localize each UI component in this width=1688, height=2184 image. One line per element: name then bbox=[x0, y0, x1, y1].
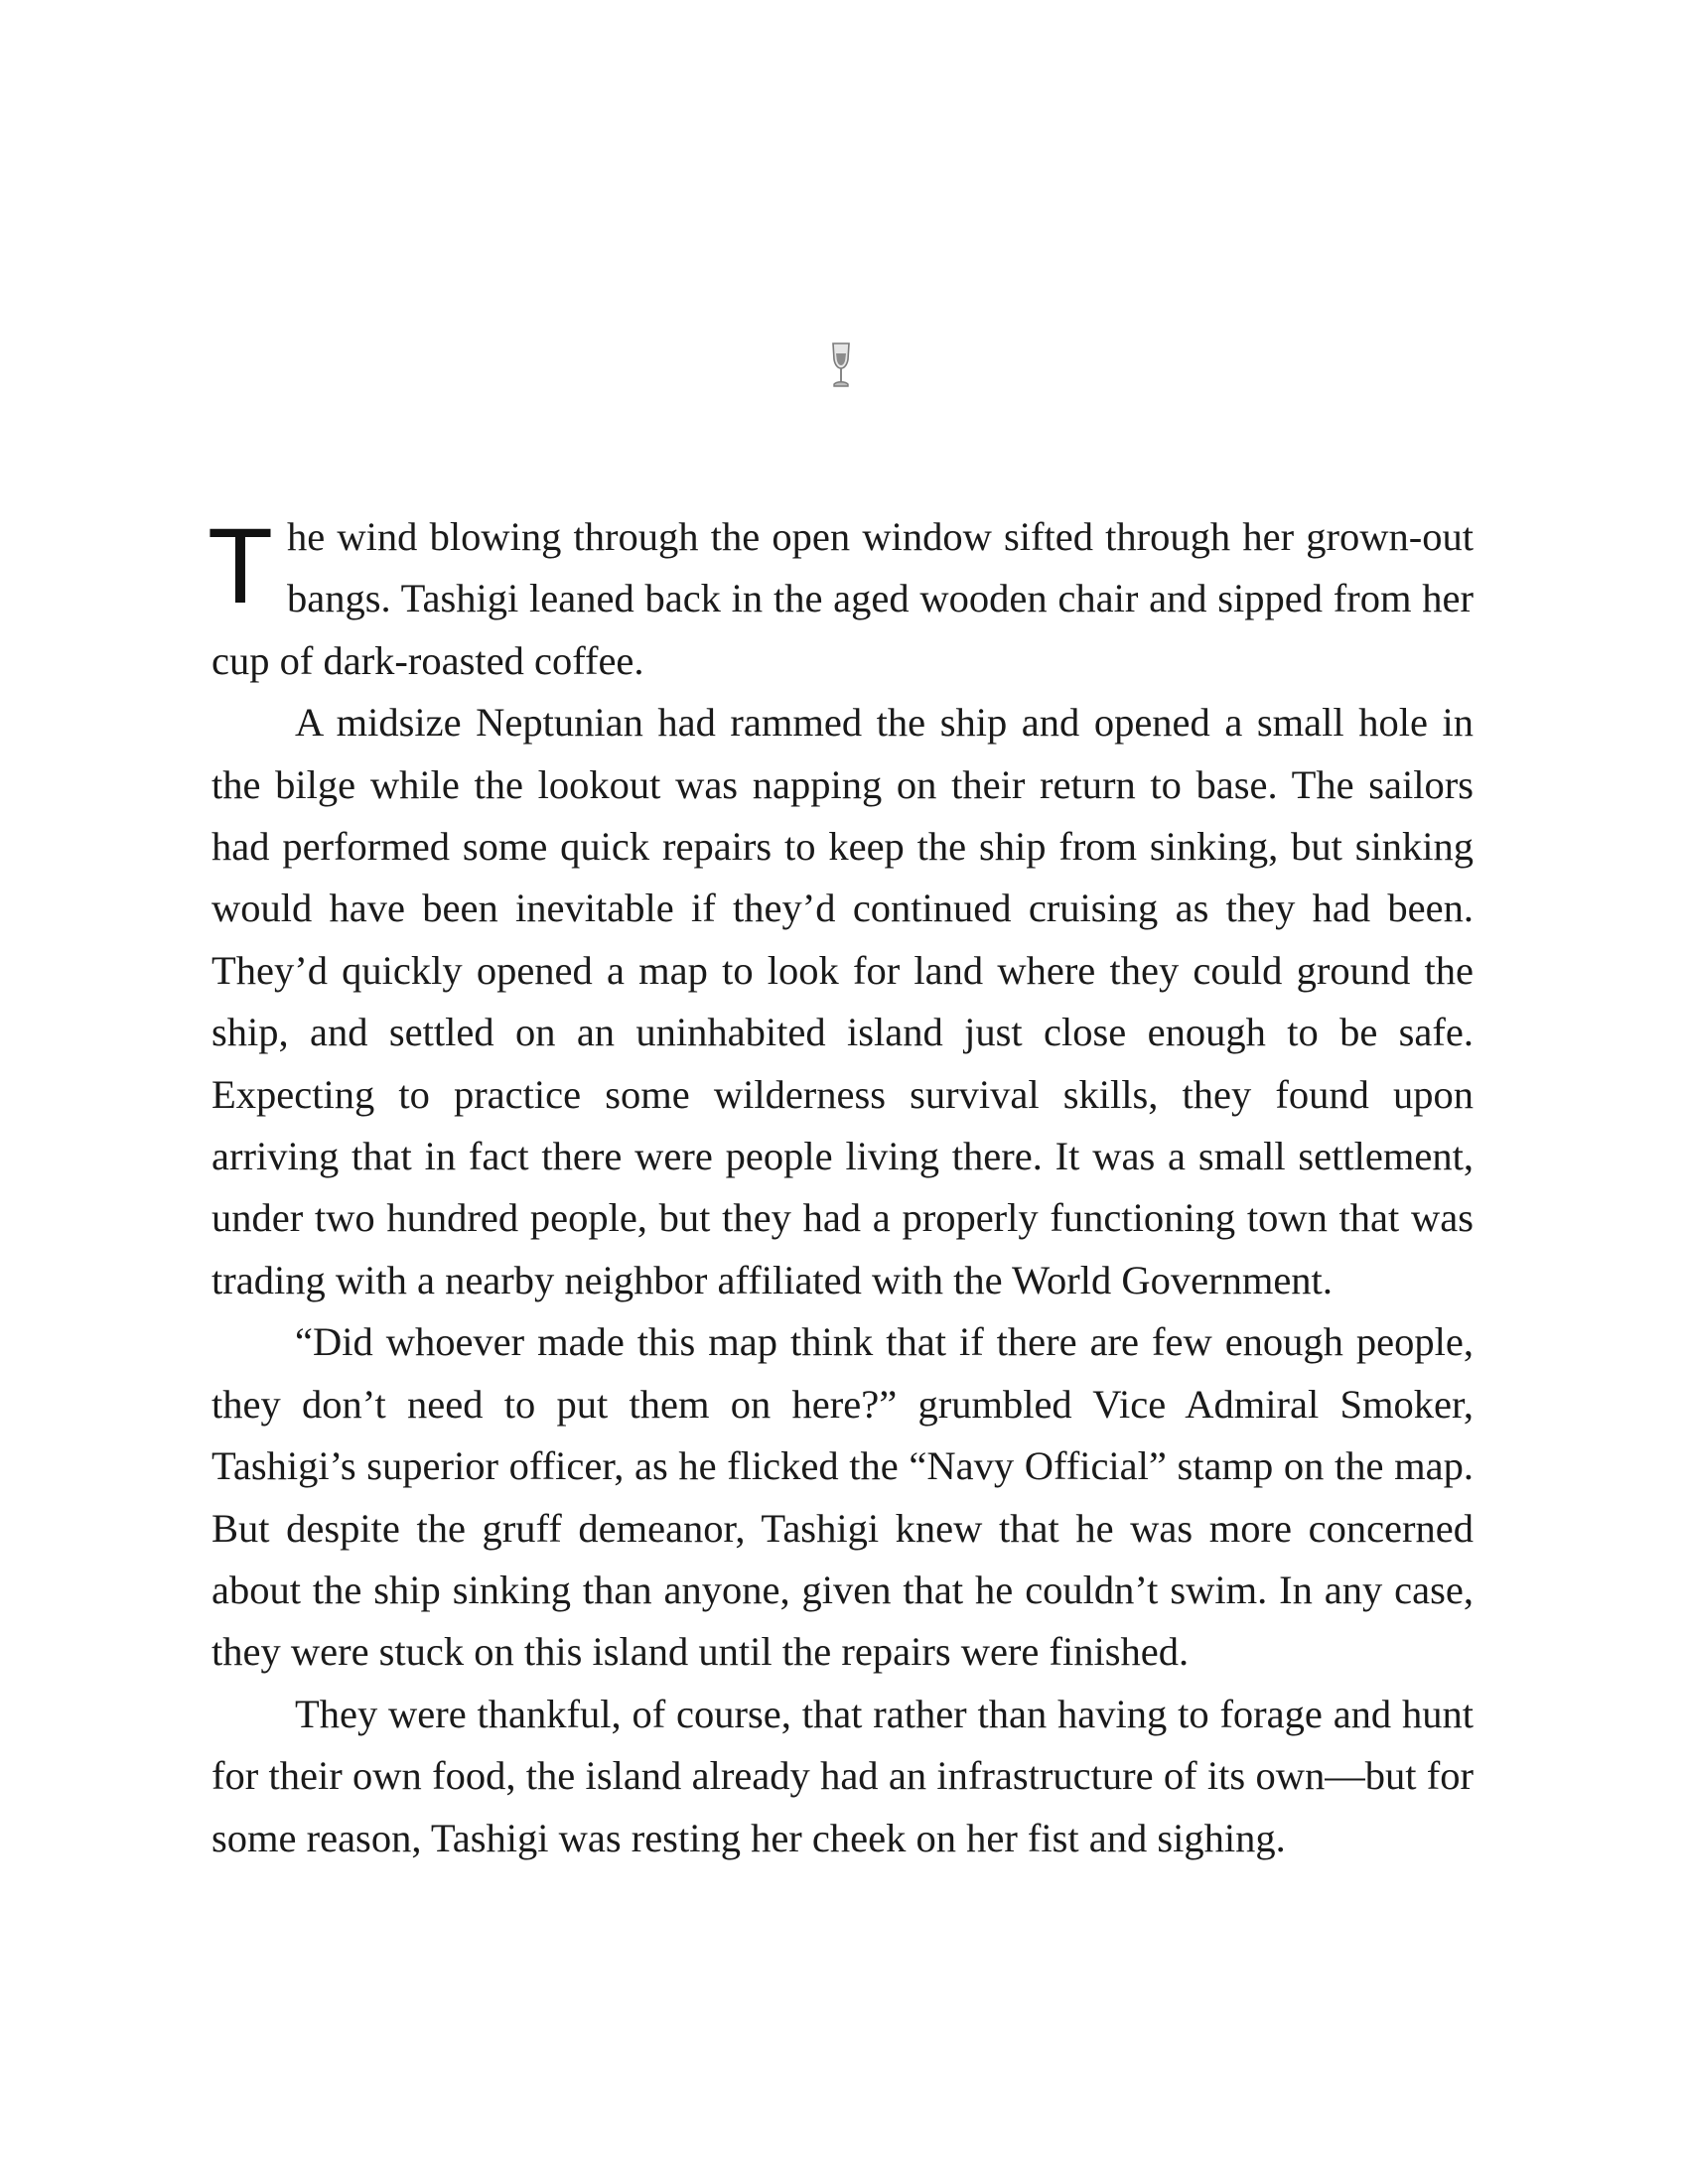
paragraph-3: “Did whoever made this map think that if there are few enough people, they don’t need to put them on here?” grumbled Vice Admiral Smoker, Tashigi’s superior officer, as he flicked the “Navy Official” stamp on the map. But despite the gruff demeanor, Tashigi knew that he was more concerned about the ship sinking than anyone, given that he couldn’t swim. In any case, they were stuck on this island until the repairs were finished. bbox=[211, 1319, 1474, 1675]
paragraph-2: A midsize Neptunian had rammed the ship and opened a small hole in the bilge while the lookout was napping on their return to base. The sailors had performed some quick repairs to keep the ship from sinking, but sinking would have been inevitable if they’d continued cruising as they had been. They’d quickly opened a map to look for land where they could ground the ship, and settled on an uninhabited island just close enough to be safe. Expecting to practice some wilderness survival skills, they found upon arriving that in fact there were people living there. It was a small settlement, under two hundred people, but they had a properly functioning town that was trading with a nearby neighbor affiliated with the World Government. bbox=[211, 700, 1474, 1302]
paragraph-1 bbox=[208, 505, 1474, 692]
paragraph-4: They were thankful, of course, that rather than having to forage and hunt for their own food, the island already had an infrastructure of its own—but for some reason, Tashigi was resting her cheek on her fist and sighing. bbox=[211, 1691, 1474, 1860]
paragraph-1-text: he wind blowing through the open window sifted through her grown-out bangs. Tashigi leaned back in the aged wooden chair and sipped from her cup of dark-roasted coffee. bbox=[211, 514, 1474, 683]
chapter-text bbox=[208, 505, 1474, 1869]
wine-glass-icon bbox=[829, 341, 853, 389]
drop-cap: T bbox=[208, 505, 273, 625]
